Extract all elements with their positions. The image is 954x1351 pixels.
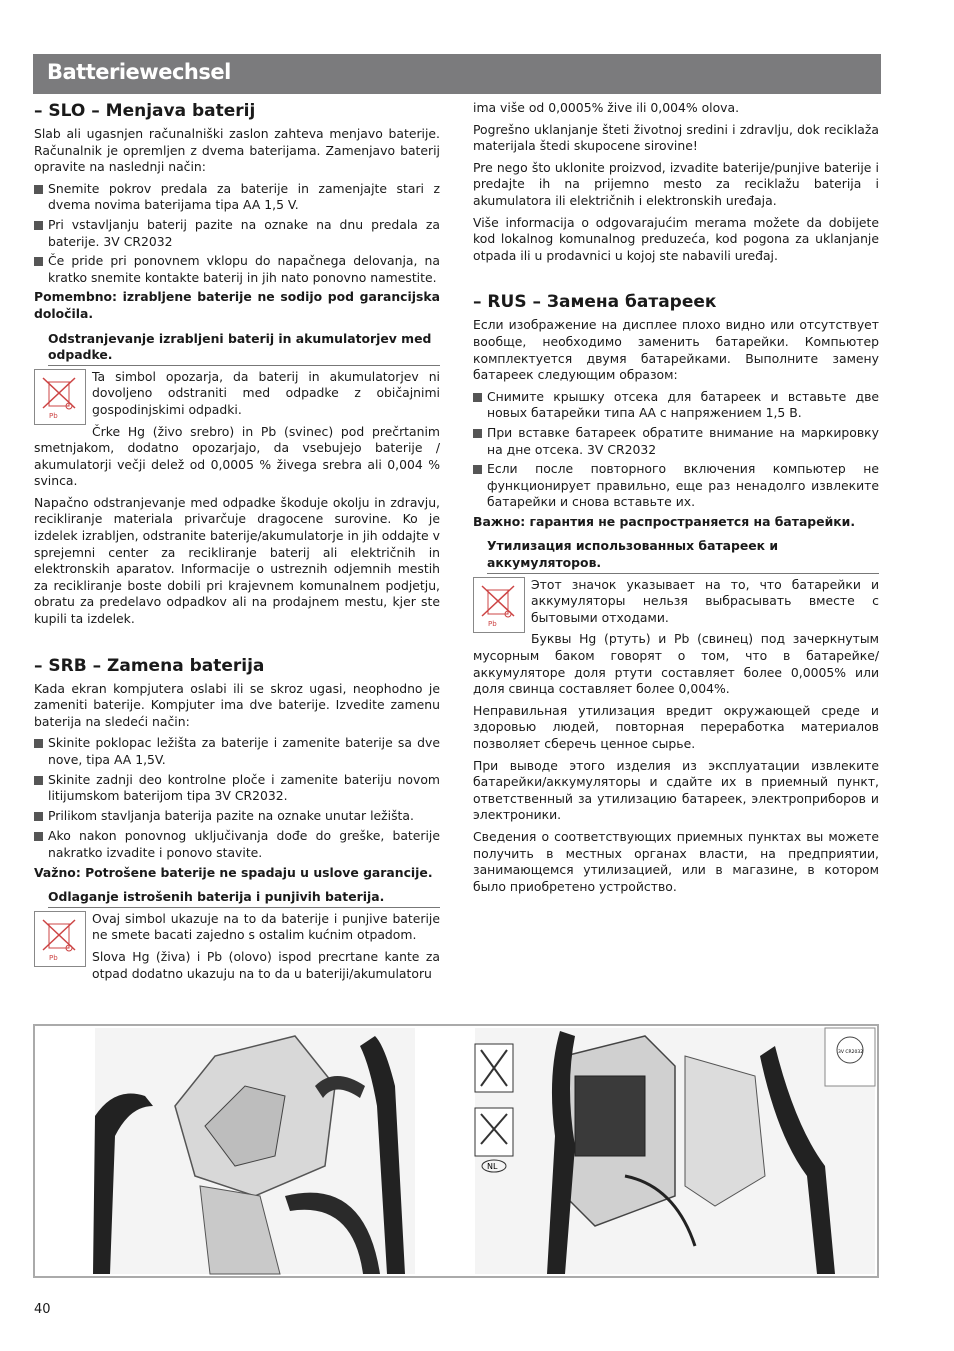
list-item: Snemite pokrov predala za baterije in zamenjajte stari z dvema novima baterijama tipa AA 1,5 V.: [34, 181, 440, 214]
rus-disposal-title: Утилизация использованных батареек и аккумуляторов.: [487, 538, 879, 573]
list-item: Снимите крышку отсека для батареек и вставьте две новых батарейки типа АА с напряжением 1,5 В.: [473, 389, 879, 422]
slo-symbol-text: Ta simbol opozarja, da baterij in akumulatorjev ni dovoljeno odstraniti med odpadke z običajnimi gospodinjskimi odpadki.: [92, 368, 440, 417]
bullet-icon: [34, 181, 48, 214]
slo-important: Pomembno: izrabljene baterije ne sodijo pod garancijska določila.: [34, 289, 440, 321]
bullet-icon: [473, 389, 487, 422]
rus-important: Важно: гарантия не распространяется на батарейки.: [473, 513, 856, 529]
list-item: Prilikom stavljanja baterija pazite na oznake unutar ležišta.: [34, 808, 440, 826]
bullet-icon: [34, 772, 48, 805]
srb-continued: ima više od 0,0005% žive ili 0,004% olova.: [473, 100, 740, 115]
list-item: При вставке батареек обратите внимание на маркировку на дне отсека. 3V CR2032: [473, 425, 879, 458]
bullet-icon: [34, 735, 48, 768]
page-title: Batteriewechsel: [47, 60, 231, 84]
bullet-icon: [34, 217, 48, 250]
machine-drawing: [35, 1026, 877, 1276]
bullet-icon: [473, 425, 487, 458]
rus-intro: Если изображение на дисплее плохо видно или отсутствует вообще, необходимо заменить батарейки. Компьютер комплектуется двумя батарейками. Выполните замену батареек следующим образом:: [473, 317, 879, 383]
page-number: 40: [34, 1302, 51, 1317]
list-item: Pri vstavljanju baterij pazite na oznake na dnu predala za baterije. 3V CR2032: [34, 217, 440, 250]
list-item: Если после повторного включения компьютер не функционирует правильно, еще раз ненадолго извлеките батарейки и снова вставьте их.: [473, 461, 879, 511]
slo-intro: Slab ali ugasnjen računalniški zaslon zahteva menjavo baterije. Računalnik je opremljen z dvema baterijama. Zamenjavo baterij opravite na naslednji način:: [34, 126, 440, 175]
srb-disposal-title: Odlaganje istrošenih baterija i punjivih baterija.: [48, 889, 440, 908]
rus-paragraph: Сведения о соответствующих приемных пунктах вы можете получить в местных органах власти, на предприятии, занимающемся утилизацией, или в магазине, в котором было приобретено устройство.: [473, 828, 879, 894]
bullet-icon: [34, 828, 48, 861]
list-item: Ako nakon ponovnog uključivanja dođe do greške, baterije nakratko izvadite i ponovo stavite.: [34, 828, 440, 861]
rus-paragraph: При выводе этого изделия из эксплуатации извлеките батарейки/аккумуляторы и сдайте их в приемный пункт, ответственный за утилизацию батареек, электроприборов и электроники.: [473, 757, 879, 823]
srb-paragraph: Pre nego što uklonite proizvod, izvadite baterije/punjive baterije i predajte ih na prijemno mesto za reciklažu baterija i akumulatora ili električnih i elektronskih uređaja.: [473, 159, 879, 208]
crossed-bin-icon: [34, 369, 86, 425]
srb-heading: – SRB – Zamena baterija: [34, 655, 265, 676]
list-item: Skinite zadnji deo kontrolne ploče i zamenite bateriju novom litijumskom baterijom tipa 3V CR2032.: [34, 772, 440, 805]
crossed-bin-icon: [473, 577, 525, 633]
srb-symbol-text: Ovaj simbol ukazuje na to da baterije i punjive baterije ne smete bacati zajedno s ostalim kućnim otpadom.: [92, 910, 440, 943]
svg-text:3V CR2032: 3V CR2032: [838, 1050, 864, 1055]
srb-important: Važno: Potrošene baterije ne spadaju u uslove garancije.: [34, 864, 433, 880]
bullet-icon: [34, 808, 48, 826]
crossed-bin-icon: [34, 911, 86, 967]
svg-text:Pb: Pb: [49, 411, 58, 420]
section-header: [33, 54, 881, 94]
srb-intro: Kada ekran kompjutera oslabi ili se skroz ugasi, neophodno je zameniti baterije. Kompjuter ima dve baterije. Izvedite zamenu baterija na sledeći način:: [34, 680, 440, 729]
slo-paragraph: Napačno odstranjevanje med odpadke škoduje okolju in zdravju, recikliranje materiala privarčuje dragocene surovine. Ko je izdelek izrabljen, odstranite baterije/akumulatorje in jih oddajte v sprejemni center za recikliranje baterij ali električnih in elektronskih aparatov. Informacije o ustreznih odjemnih mestih za recikliranje boste dobili pri krajevnem komunalnem podjetju, obratu za predelavo odpadkov ali na prodajnem mestu, kjer ste kupili ta izdelek.: [34, 494, 440, 627]
list-item: Če pride pri ponovnem vklopu do napačnega delovanja, na kratko snemite kontakte baterij in jih nato ponovno namestite.: [34, 253, 440, 286]
rus-heading: – RUS – Замена батареек: [473, 292, 717, 313]
battery-replacement-illustration: [33, 1024, 879, 1278]
srb-letters-text: Slova Hg (živa) i Pb (olovo) ispod precrtane kante za otpad dodatno ukazuju na to da u bateriji/akumulatoru: [92, 948, 440, 981]
list-item: Skinite poklopac ležišta za baterije i zamenite baterije sa dve nove, tipa AA 1,5V.: [34, 735, 440, 768]
srb-paragraph: Više informacija o odgovarajućim merama možete da dobijete kod lokalnog komunalnog preduzeća, kod pogona za uklanjanje otpada ili u prodavnici u kojoj ste nabavili uređaj.: [473, 214, 879, 263]
slo-heading: – SLO – Menjava baterij: [34, 101, 256, 121]
srb-paragraph: Pogrešno uklanjanje šteti životnoj sredini i zdravlju, dok reciklaža materijala štedi skupocene sirovine!: [473, 121, 879, 154]
bullet-icon: [34, 253, 48, 286]
slo-disposal-title: Odstranjevanje izrabljeni baterij in akumulatorjev med odpadke.: [48, 331, 440, 366]
rus-letters-text: Буквы Hg (ртуть) и Pb (свинец) под зачеркнутым мусорным баком говорят о том, что в батарейке/аккумуляторе доля ртути составляет более 0,0005% или доля свинца составляет более 0,004%.: [473, 631, 879, 697]
bullet-icon: [473, 461, 487, 511]
svg-text:NL: NL: [487, 1162, 498, 1171]
left-column: [34, 100, 440, 987]
rus-symbol-text: Этот значок указывает на то, что батарейки и аккумуляторы нельзя выбрасывать вместе с бытовыми отходами.: [531, 576, 879, 625]
svg-text:Pb: Pb: [488, 619, 497, 628]
right-column: [473, 100, 879, 900]
svg-text:Pb: Pb: [49, 953, 58, 962]
rus-paragraph: Неправильная утилизация вредит окружающей среде и здоровью людей, повторная переработка материалов позволяет сберечь ценное сырье.: [473, 702, 879, 751]
slo-letters-text: Črke Hg (živo srebro) in Pb (svinec) pod prečrtanim smetnjakom, dodatno opozarjajo, da vsebujejo baterije / akumulatorji večji delež od 0,0005 % živega srebra ali 0,004 % svinca.: [34, 423, 440, 489]
